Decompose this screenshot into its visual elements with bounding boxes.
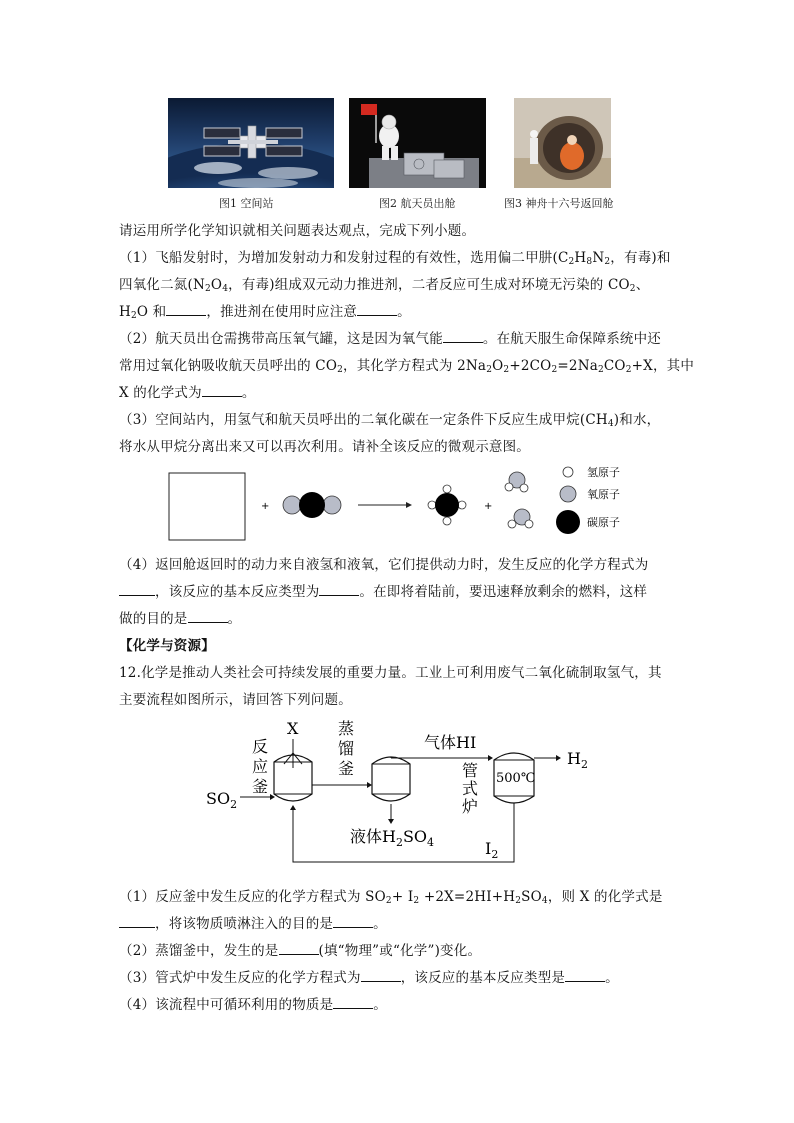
x-input-label: X	[287, 719, 299, 738]
a-l3b: (填“物理”或“化学”)变化。	[318, 943, 482, 959]
water-molecule-1	[505, 472, 528, 492]
q2-l2d: +2CO	[509, 358, 552, 374]
q2-l2c: O	[492, 358, 504, 374]
still-label-2: 馏	[338, 739, 355, 758]
a-l5a: （4）该流程中可循环利用的物质是	[119, 997, 334, 1013]
answer-blank[interactable]	[166, 305, 206, 316]
space-station-icon	[168, 98, 334, 188]
q2-l2g: +X，其中	[631, 358, 695, 374]
ch4-molecule	[428, 485, 466, 525]
q1-l1d: ，有毒)和	[610, 250, 671, 266]
answer-blank[interactable]	[188, 612, 228, 623]
answer-blank[interactable]	[333, 917, 373, 928]
sub: 2	[130, 311, 137, 321]
astronaut-photo	[349, 98, 486, 188]
q1-line-1	[119, 246, 671, 267]
reactor-vessel	[274, 753, 312, 801]
q2-l3a: X 的化学式为	[119, 385, 202, 401]
q3-line-1	[119, 408, 660, 429]
q4-l3b: 。	[227, 611, 242, 627]
a-line-4	[119, 966, 619, 986]
furnace-label-1: 管	[462, 761, 479, 780]
sub: 2	[486, 365, 493, 375]
sub: 4	[541, 896, 548, 906]
reactor-label-1: 反	[252, 737, 269, 756]
sub: 2	[568, 257, 575, 267]
sub: 2	[385, 896, 392, 906]
answer-blank[interactable]	[319, 585, 359, 596]
q4-l2b: 。在即将着陆前，要迅速释放剩余的燃料，这样	[359, 584, 648, 600]
q2-l3b: 。	[241, 385, 256, 401]
legend	[556, 465, 620, 534]
a-l4a: （3）管式炉中发生反应的化学方程式为	[119, 970, 361, 986]
q1-l3a: H	[119, 304, 131, 320]
a-l5b: 。	[373, 997, 387, 1013]
figure-caption-2: 图2 航天员出舱	[379, 197, 456, 210]
sub: 2	[604, 257, 611, 267]
q3-l1b: )和水，	[613, 412, 661, 428]
furnace-label-3: 炉	[462, 797, 479, 816]
furnace-label-2: 式	[462, 779, 479, 798]
so2-label: $SO_2$	[206, 789, 238, 811]
legend-label-oxygen: 氧原子	[587, 488, 620, 501]
q3-l1a: （3）空间站内，用氢气和航天员呼出的二氧化碳在一定条件下反应生成甲烷(CH	[119, 412, 608, 428]
legend-label-carbon: 碳原子	[587, 516, 620, 529]
a-line-3	[119, 939, 481, 959]
return-capsule-photo	[514, 98, 611, 188]
a-line-1	[119, 885, 663, 906]
intro-text: 请运用所学化学知识就相关问题表达观点，完成下列小题。	[119, 223, 476, 239]
a-line-5	[119, 993, 387, 1013]
q1-l2c: ，有毒)组成双元动力推进剂，二者反应可生成对环境无污染的 CO	[228, 277, 630, 293]
section-heading: 【化学与资源】	[119, 638, 215, 654]
q4-l3a: 做的目的是	[119, 611, 188, 627]
gas-hi-label: 气体HI	[424, 733, 477, 752]
q2-line-1	[119, 327, 661, 347]
carbon-legend-icon	[556, 510, 580, 534]
q1-l1b: H	[574, 250, 587, 266]
answer-blank[interactable]	[333, 998, 373, 1009]
space-station-photo	[168, 98, 334, 188]
answer-blank[interactable]	[361, 971, 401, 982]
answer-blank[interactable]	[202, 386, 242, 397]
reactor-label-3: 釜	[252, 777, 269, 796]
q1-l2: 四氧化二氮(N	[119, 277, 205, 293]
astronaut-eva-icon	[349, 98, 486, 188]
blank-answer-box[interactable]	[169, 473, 245, 540]
q3-line-2: 将水从甲烷分离出来又可以再次利用。请补全该反应的微观示意图。	[119, 439, 530, 455]
return-capsule-icon	[514, 98, 611, 188]
a-l1b: + I	[391, 889, 414, 905]
q1-l3b: O 和	[136, 304, 167, 320]
sub: 4	[222, 284, 229, 294]
a-l2a: ，将该物质喷淋注入的目的是	[155, 916, 334, 932]
q2-l1a: （2）航天员出仓需携带高压氧气罐，这是因为氧气能	[119, 331, 443, 347]
q12-line-2: 主要流程如图所示，请回答下列问题。	[119, 692, 352, 708]
q4-l2a: ，该反应的基本反应类型为	[155, 584, 320, 600]
sub: 2	[337, 365, 344, 375]
q2-l2b: ，其化学方程式为 2Na	[343, 358, 487, 374]
sub: 2	[515, 896, 522, 906]
sub: 2	[551, 365, 558, 375]
sub: 2	[413, 896, 420, 906]
figure-caption-1: 图1 空间站	[219, 197, 274, 210]
sub: 2	[503, 365, 510, 375]
answer-blank[interactable]	[119, 585, 155, 596]
q4-line-2	[119, 580, 647, 600]
i2-label: $I_2$	[485, 839, 499, 861]
q1-line-3	[119, 300, 411, 321]
sub: 2	[204, 284, 211, 294]
q4-line-3	[119, 607, 241, 627]
q4-line-1: （4）返回舱返回时的动力来自液氢和液氧，它们提供动力时，发生反应的化学方程式为	[119, 557, 649, 573]
answer-blank[interactable]	[443, 332, 483, 343]
sub: 2	[629, 284, 636, 294]
a-l1d: SO	[521, 889, 542, 905]
oxygen-legend-icon	[560, 486, 576, 502]
q2-line-3	[119, 381, 256, 401]
process-flow-diagram	[200, 712, 600, 872]
a-l3a: （2）蒸馏釜中，发生的是	[119, 943, 279, 959]
a-l1a: （1）反应釜中发生反应的化学方程式为 SO	[119, 889, 386, 905]
a-l4b: ，该反应的基本反应类型是	[400, 970, 566, 986]
arrow-head	[406, 502, 412, 508]
plus-sign: +	[484, 501, 493, 512]
water-molecule-2	[508, 509, 533, 528]
temperature-label: 500℃	[496, 771, 536, 786]
a-l1c: +2X=2HI+H	[419, 889, 516, 905]
answer-blank[interactable]	[279, 944, 319, 955]
q2-line-2	[119, 354, 694, 375]
reactor-label-2: 应	[252, 757, 269, 776]
plus-sign: +	[261, 501, 270, 512]
still-label-1: 蒸	[338, 719, 355, 738]
q2-l2e: =2Na	[557, 358, 598, 374]
still-label-3: 釜	[338, 759, 355, 778]
q1-l3c: ，推进剂在使用时应注意	[206, 304, 358, 320]
legend-label-hydrogen: 氢原子	[587, 466, 620, 479]
answer-blank[interactable]	[357, 305, 397, 316]
q1-l1c: N	[592, 250, 605, 266]
sub: 2	[625, 365, 632, 375]
q12-line-1: 12.化学是推动人类社会可持续发展的重要力量。工业上可利用废气二氧化硫制取氢气，其	[119, 665, 662, 681]
micro-reaction-diagram	[160, 462, 640, 544]
sub: 4	[607, 419, 614, 429]
q1-l1-text: （1）飞船发射时，为增加发射动力和发射过程的有效性，选用偏二甲肼(C	[119, 250, 569, 266]
q2-l2f: CO	[603, 358, 626, 374]
a-l2b: 。	[373, 916, 387, 932]
answer-blank[interactable]	[565, 971, 605, 982]
q1-line-2	[119, 273, 649, 294]
co2-molecule	[283, 492, 341, 518]
q1-l3d: 。	[397, 304, 411, 320]
a-line-2	[119, 912, 387, 932]
figure-caption-3: 图3 神舟十六号返回舱	[504, 197, 614, 210]
hydrogen-legend-icon	[563, 467, 573, 477]
h2-label: $H_2$	[567, 749, 588, 771]
q1-l2d: 、	[635, 277, 650, 293]
q2-l1b: 。在航天服生命保障系统中还	[482, 331, 661, 347]
q2-l2a: 常用过氧化钠吸收航天员呼出的 CO	[119, 358, 338, 374]
sub: 8	[586, 257, 593, 267]
answer-blank[interactable]	[119, 917, 155, 928]
sub: 2	[597, 365, 604, 375]
still-vessel	[372, 757, 410, 801]
liquid-h2so4-label: 液体$H_2SO_4$	[350, 827, 435, 849]
a-l1e: ，则 X 的化学式是	[547, 889, 663, 905]
a-l4c: 。	[605, 970, 619, 986]
q1-l2b: O	[210, 277, 223, 293]
